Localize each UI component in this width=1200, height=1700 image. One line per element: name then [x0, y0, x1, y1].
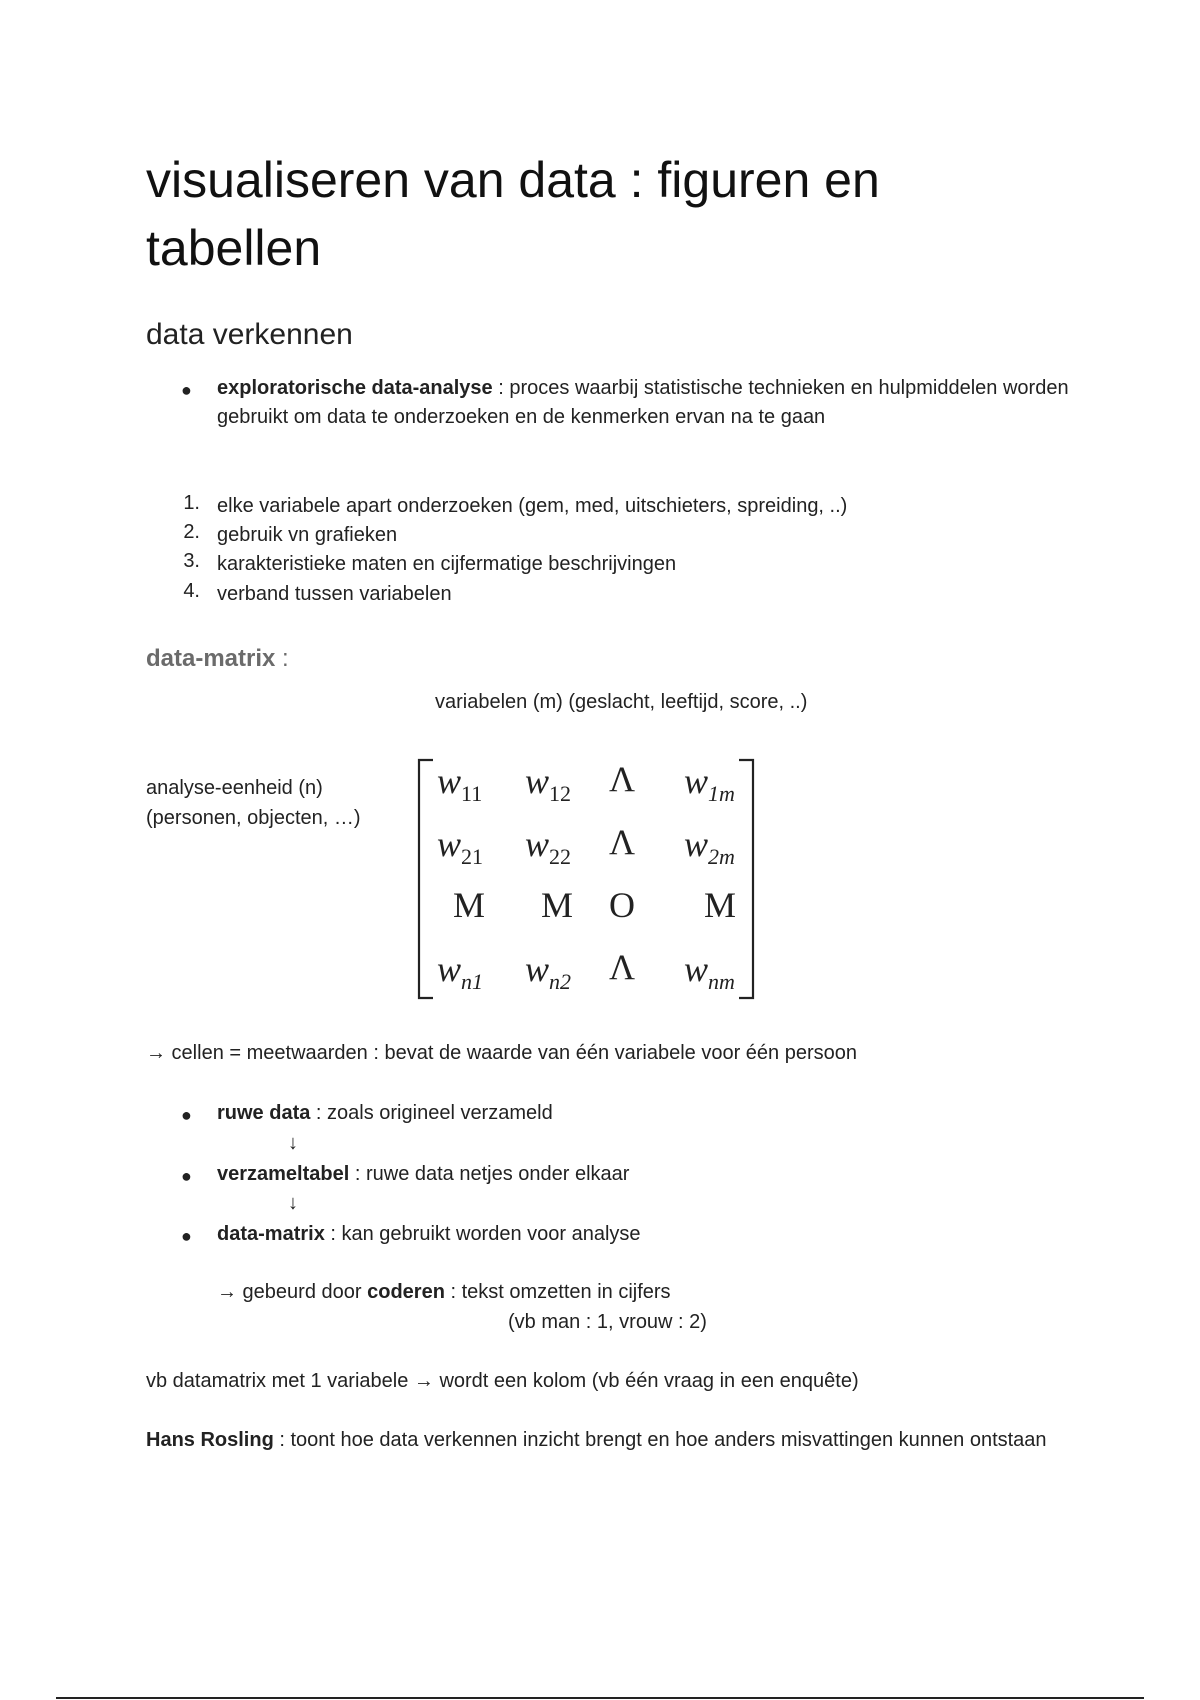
exploratory-definition — [217, 374, 1077, 432]
matrix-cell: $w_{2m}$ — [684, 824, 735, 869]
exploratory-term: exploratorische data-analyse — [217, 377, 493, 399]
list-item: gebruik vn grafieken — [217, 524, 398, 546]
matrix-cell: $w_{1m}$ — [684, 761, 735, 806]
matrix-cell: O — [609, 885, 635, 925]
matrix-cell: $w_{n2}$ — [525, 949, 572, 994]
exploratory-text: : proces waarbij statistische technieken en hulpmiddelen worden gebruikt om data te onderzoeken en de kenmerken ervan na te gaan — [217, 377, 1069, 428]
matrix-cell: $w_{11}$ — [437, 761, 483, 806]
list-item: verband tussen variabelen — [217, 583, 452, 605]
bullet-icon: ● — [181, 1166, 192, 1186]
list-item-number: 1. — [183, 492, 200, 514]
page-title: visualiseren van data : figuren en tabellen — [146, 152, 880, 276]
bullet-icon: ● — [181, 1105, 192, 1125]
coding-line: → gebeurd door coderen : tekst omzetten in cijfers — [217, 1281, 671, 1303]
unit-label-line1: analyse-eenheid (n) — [146, 777, 323, 799]
page-bottom-rule — [56, 1697, 1144, 1699]
matrix-cell: $w_{21}$ — [437, 824, 484, 869]
section-heading: data verkennen — [146, 318, 353, 351]
datamatrix-heading — [146, 645, 289, 673]
list-item: karakteristieke maten en cijfermatige beschrijvingen — [217, 553, 677, 575]
matrix-cell: $w_{22}$ — [525, 824, 572, 869]
matrix-cell: $w_{n1}$ — [437, 949, 484, 994]
matrix-cell: $w_{12}$ — [525, 761, 572, 806]
list-item: elke variabele apart onderzoeken (gem, med, uitschieters, spreiding, ..) — [217, 495, 848, 517]
bullet-icon: ● — [181, 1226, 192, 1246]
datamatrix-heading-text: data-matrix — [146, 645, 276, 672]
list-item-number: 2. — [183, 521, 200, 543]
list-item-number: 3. — [183, 550, 200, 572]
coding-example: (vb man : 1, vrouw : 2) — [508, 1311, 707, 1333]
matrix-cell: Λ — [609, 759, 636, 799]
matrix-cell: Λ — [609, 822, 636, 862]
matrix-cell: M — [541, 885, 574, 925]
rosling-line: Hans Rosling : toont hoe data verkennen inzicht brengt en hoe anders misvattingen kunnen ontstaan — [146, 1429, 1047, 1451]
bullet-icon: ● — [181, 380, 192, 400]
matrix-cell: M — [704, 885, 737, 925]
cells-line: → cellen = meetwaarden : bevat de waarde van één variabele voor één persoon — [146, 1042, 858, 1064]
datamatrix-heading-suffix: : — [275, 645, 289, 672]
data-step-matrix: data-matrix : kan gebruikt worden voor analyse — [217, 1223, 641, 1245]
arrow-down-icon: ↓ — [288, 1132, 298, 1154]
list-item-number: 4. — [183, 580, 200, 602]
arrow-down-icon: ↓ — [288, 1192, 298, 1214]
variables-label: variabelen (m) (geslacht, leeftijd, score, ..) — [435, 691, 808, 713]
matrix-cell: $w_{nm}$ — [684, 949, 735, 994]
matrix-cell: M — [453, 885, 486, 925]
unit-label-line2: (personen, objecten, …) — [146, 807, 361, 829]
example-line: vb datamatrix met 1 variabele → wordt een kolom (vb één vraag in een enquête) — [146, 1370, 859, 1392]
matrix-cell: Λ — [609, 947, 636, 987]
data-step-collect: verzameltabel : ruwe data netjes onder elkaar — [217, 1163, 630, 1185]
data-step-raw: ruwe data : zoals origineel verzameld — [217, 1102, 553, 1124]
